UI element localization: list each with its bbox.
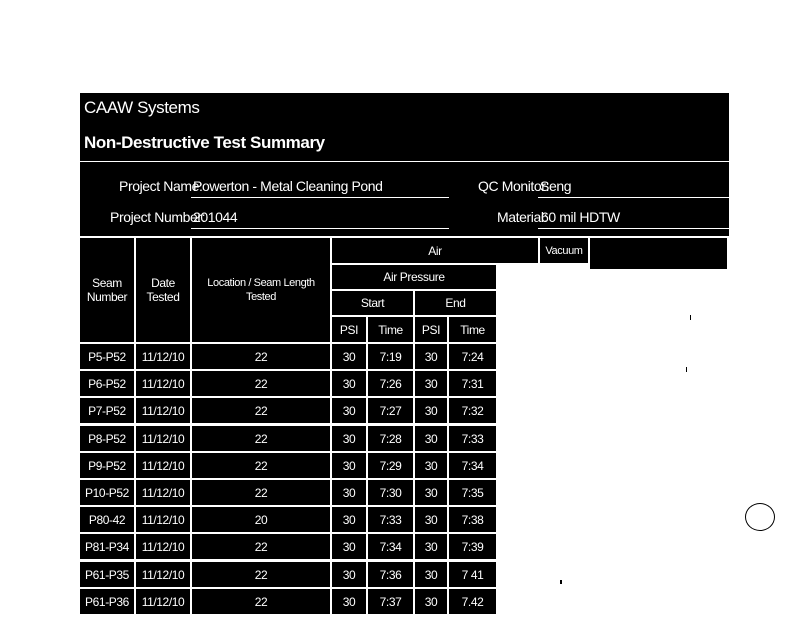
- cell-start-time: 7:27: [368, 398, 413, 423]
- cell-seam-length: 22: [192, 534, 330, 559]
- cell-start-time: 7:37: [368, 589, 413, 614]
- cell-date-tested: 11/12/10: [136, 507, 190, 532]
- cell-start-time: 7:30: [368, 480, 413, 505]
- cell-end-time: 7:34: [449, 453, 496, 478]
- cell-end-time: 7:24: [449, 344, 496, 369]
- cell-end-psi: 30: [415, 507, 447, 532]
- cell-end-psi: 30: [415, 344, 447, 369]
- cell-start-psi: 30: [332, 344, 366, 369]
- cell-seam-number: P5-P52: [80, 344, 134, 369]
- cell-date-tested: 11/12/10: [136, 398, 190, 423]
- cell-end-psi: 30: [415, 562, 447, 587]
- cell-date-tested: 11/12/10: [136, 480, 190, 505]
- cell-date-tested: 11/12/10: [136, 534, 190, 559]
- header-vacuum: Vacuum: [540, 238, 588, 263]
- cell-seam-number: P6-P52: [80, 371, 134, 396]
- qc-monitor-label: QC Monitor:: [478, 178, 550, 194]
- cell-start-time: 7:33: [368, 507, 413, 532]
- cell-seam-number: P61-P36: [80, 589, 134, 614]
- header-vacuum-extension: [590, 238, 727, 269]
- cell-end-time: 7:33: [449, 426, 496, 451]
- cell-end-psi: 30: [415, 534, 447, 559]
- cell-start-time: 7:34: [368, 534, 413, 559]
- cell-start-time: 7:19: [368, 344, 413, 369]
- cell-seam-length: 22: [192, 453, 330, 478]
- header-air: Air: [332, 238, 538, 263]
- cell-start-psi: 30: [332, 534, 366, 559]
- cell-start-psi: 30: [332, 589, 366, 614]
- header-end-psi: PSI: [415, 317, 447, 342]
- cell-seam-length: 22: [192, 480, 330, 505]
- cell-date-tested: 11/12/10: [136, 344, 190, 369]
- header-start-psi: PSI: [332, 317, 366, 342]
- cell-seam-number: P7-P52: [80, 398, 134, 423]
- cell-start-psi: 30: [332, 480, 366, 505]
- cell-start-psi: 30: [332, 426, 366, 451]
- cell-seam-length: 22: [192, 344, 330, 369]
- cell-date-tested: 11/12/10: [136, 453, 190, 478]
- header-seam-number: Seam Number: [80, 238, 134, 342]
- cell-end-time: 7:32: [449, 398, 496, 423]
- qc-monitor-value: Seng: [540, 178, 572, 194]
- cell-date-tested: 11/12/10: [136, 589, 190, 614]
- cell-seam-number: P81-P34: [80, 534, 134, 559]
- cell-end-psi: 30: [415, 453, 447, 478]
- header-air-pressure: Air Pressure: [332, 265, 496, 289]
- material-underline: [538, 228, 729, 229]
- project-number-label: Project Number:: [110, 209, 206, 225]
- header-end-time: Time: [449, 317, 496, 342]
- cell-end-time: 7 41: [449, 562, 496, 587]
- cell-seam-length: 22: [192, 562, 330, 587]
- cell-end-psi: 30: [415, 398, 447, 423]
- cell-date-tested: 11/12/10: [136, 371, 190, 396]
- header-location-length: Location / Seam Length Tested: [192, 238, 330, 342]
- cell-start-time: 7:28: [368, 426, 413, 451]
- cell-seam-length: 20: [192, 507, 330, 532]
- project-name-underline: [191, 197, 449, 198]
- scan-mark-dot: [560, 580, 562, 584]
- cell-seam-length: 22: [192, 589, 330, 614]
- scan-mark-tick: [686, 367, 687, 372]
- cell-end-psi: 30: [415, 589, 447, 614]
- project-number-underline: [191, 228, 449, 229]
- title-divider: [80, 161, 729, 162]
- header-end: End: [415, 291, 496, 315]
- cell-end-time: 7.42: [449, 589, 496, 614]
- cell-start-time: 7:36: [368, 562, 413, 587]
- cell-end-psi: 30: [415, 480, 447, 505]
- document-title: Non-Destructive Test Summary: [84, 133, 325, 152]
- cell-seam-number: P61-P35: [80, 562, 134, 587]
- qc-monitor-underline: [538, 197, 729, 198]
- cell-end-time: 7:38: [449, 507, 496, 532]
- cell-date-tested: 11/12/10: [136, 426, 190, 451]
- project-name-label: Project Name:: [119, 178, 203, 194]
- cell-seam-length: 22: [192, 371, 330, 396]
- cell-start-psi: 30: [332, 371, 366, 396]
- header-start-time: Time: [368, 317, 413, 342]
- cell-seam-number: P10-P52: [80, 480, 134, 505]
- cell-start-psi: 30: [332, 453, 366, 478]
- cell-seam-length: 22: [192, 398, 330, 423]
- cell-end-psi: 30: [415, 371, 447, 396]
- cell-end-time: 7:39: [449, 534, 496, 559]
- cell-end-psi: 30: [415, 426, 447, 451]
- cell-seam-number: P8-P52: [80, 426, 134, 451]
- project-number-value: 201044: [193, 209, 238, 225]
- scan-mark-circle: [745, 503, 775, 531]
- cell-end-time: 7:31: [449, 371, 496, 396]
- scan-mark-tick: [690, 315, 691, 320]
- company-name: CAAW Systems: [84, 98, 200, 117]
- cell-start-psi: 30: [332, 562, 366, 587]
- cell-seam-length: 22: [192, 426, 330, 451]
- cell-start-psi: 30: [332, 507, 366, 532]
- cell-seam-number: P80-42: [80, 507, 134, 532]
- header-start: Start: [332, 291, 413, 315]
- cell-seam-number: P9-P52: [80, 453, 134, 478]
- material-value: 60 mil HDTW: [541, 209, 620, 225]
- project-name-value: Powerton - Metal Cleaning Pond: [193, 178, 383, 194]
- material-label: Material:: [497, 209, 548, 225]
- cell-date-tested: 11/12/10: [136, 562, 190, 587]
- header-date-tested: Date Tested: [136, 238, 190, 342]
- cell-start-time: 7:29: [368, 453, 413, 478]
- cell-end-time: 7:35: [449, 480, 496, 505]
- cell-start-time: 7:26: [368, 371, 413, 396]
- cell-start-psi: 30: [332, 398, 366, 423]
